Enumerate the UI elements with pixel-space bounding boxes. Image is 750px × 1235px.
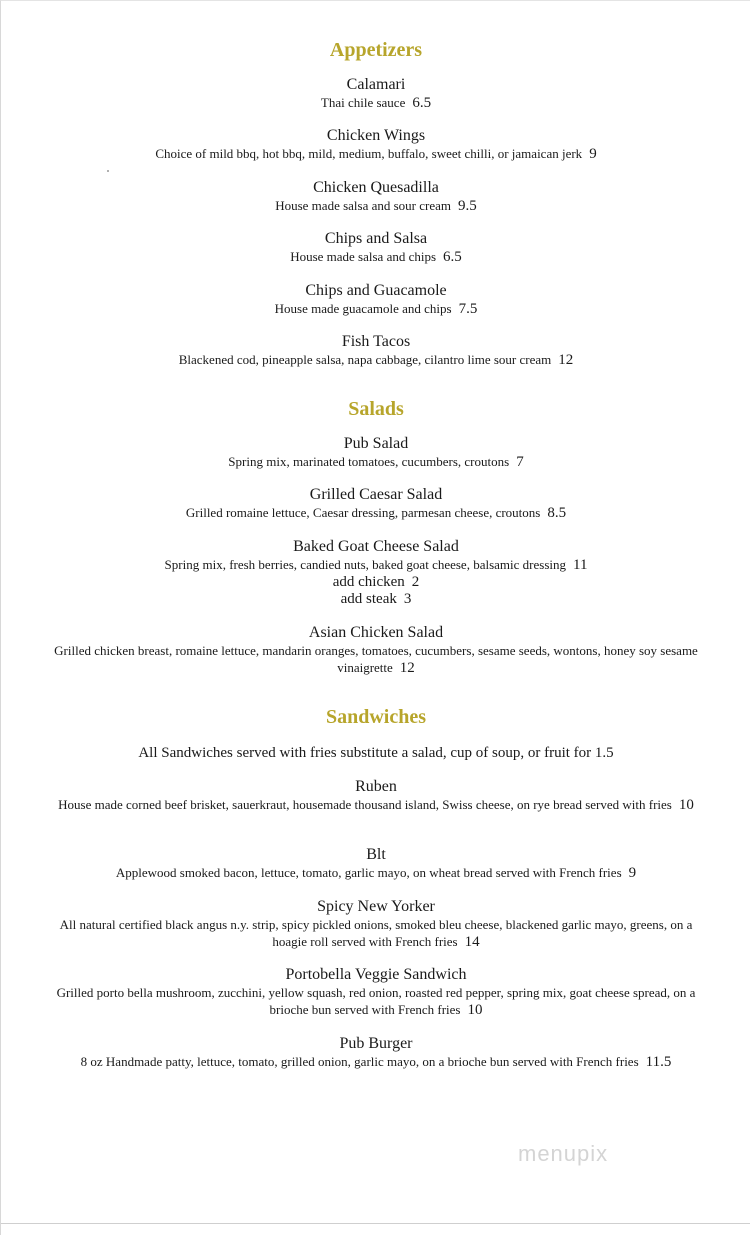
menu-item-chips-and-salsa [1, 230, 750, 266]
item-price: 12 [399, 660, 415, 676]
extra-label: add chicken [332, 574, 405, 590]
item-description [1, 504, 750, 522]
menu-item-chicken-wings [1, 127, 750, 163]
menu-item-ruben [1, 778, 750, 814]
item-name: Chips and Salsa [324, 230, 428, 247]
item-price: 6.5 [443, 249, 462, 265]
menu-item-calamari [1, 76, 750, 112]
item-description [1, 984, 750, 1019]
menu-item-baked-goat-cheese-salad [1, 538, 750, 608]
menu-item-pub-salad [1, 435, 750, 471]
item-name: Fish Tacos [341, 333, 411, 350]
item-price: 7 [516, 454, 524, 470]
item-description [1, 145, 750, 163]
item-price: 11 [573, 557, 588, 573]
item-price: 10 [678, 797, 694, 813]
item-name: Baked Goat Cheese Salad [293, 538, 459, 555]
item-price: 12 [558, 352, 574, 368]
item-price: 14 [464, 934, 480, 950]
item-desc-text: Spring mix, fresh berries, candied nuts, baked goat cheese, balsamic dressing [164, 557, 566, 572]
item-name: Spicy New Yorker [317, 898, 435, 915]
item-name: Ruben [355, 778, 397, 795]
item-desc-text: House made salsa and chips [290, 249, 437, 264]
add-steak-option [1, 591, 750, 608]
sandwiches-heading: Sandwiches [325, 706, 427, 728]
item-desc-text: Grilled romaine lettuce, Caesar dressing, parmesan cheese, croutons [185, 505, 541, 520]
item-desc-text: House made salsa and sour cream [275, 198, 452, 213]
extra-price: 3 [403, 591, 412, 607]
item-price: 11.5 [645, 1054, 672, 1070]
item-name: Asian Chicken Salad [308, 624, 444, 641]
scan-speck [107, 170, 109, 172]
menu-item-blt [1, 846, 750, 882]
item-desc-text: House made corned beef brisket, sauerkraut, housemade thousand island, Swiss cheese, on rye bread served with fries [58, 797, 672, 812]
item-description [1, 248, 750, 266]
item-name: Pub Salad [343, 435, 409, 452]
item-price: 9.5 [458, 198, 477, 214]
item-price: 8.5 [547, 505, 567, 521]
extra-price: 2 [411, 574, 420, 590]
item-name: Blt [366, 846, 386, 863]
menu-item-portobella-veggie-sandwich [1, 966, 750, 1019]
item-name: Chips and Guacamole [305, 282, 447, 299]
item-description [1, 300, 750, 318]
item-desc-text: Grilled porto bella mushroom, zucchini, yellow squash, red onion, roasted red pepper, spring mix, goat cheese spread, on a brioche bun served with French fries [56, 985, 696, 1017]
item-name: Chicken Quesadilla [313, 179, 439, 196]
item-description [1, 453, 750, 471]
item-description [1, 556, 750, 574]
item-description [1, 351, 750, 369]
menu-item-fish-tacos [1, 333, 750, 369]
item-description [1, 197, 750, 215]
item-desc-text: Choice of mild bbq, hot bbq, mild, medium, buffalo, sweet chilli, or jamaican jerk [155, 146, 583, 161]
item-description [1, 864, 750, 882]
item-price: 9 [589, 146, 597, 162]
item-description [1, 1053, 750, 1071]
item-name: Pub Burger [339, 1035, 413, 1052]
item-desc-text: Grilled chicken breast, romaine lettuce, mandarin oranges, tomatoes, cucumbers, sesame seeds, wontons, honey soy sesame vinaigrette [54, 643, 698, 675]
salads-heading: Salads [348, 398, 404, 420]
item-name: Calamari [346, 76, 406, 93]
item-desc-text: House made guacamole and chips [274, 301, 452, 316]
item-name: Portobella Veggie Sandwich [285, 966, 467, 983]
item-desc-text: Spring mix, marinated tomatoes, cucumbers, croutons [228, 454, 510, 469]
item-description [1, 642, 750, 677]
menu-item-asian-chicken-salad [1, 624, 750, 677]
item-price: 7.5 [458, 301, 478, 317]
item-desc-text: 8 oz Handmade patty, lettuce, tomato, grilled onion, garlic mayo, on a brioche bun served with French fries [80, 1054, 639, 1069]
item-name: Grilled Caesar Salad [309, 486, 443, 503]
menu-item-chicken-quesadilla [1, 179, 750, 215]
sandwiches-note: All Sandwiches served with fries substitute a salad, cup of soup, or fruit for 1.5 [138, 745, 614, 761]
add-chicken-option [1, 574, 750, 591]
item-desc-text: Applewood smoked bacon, lettuce, tomato, garlic mayo, on wheat bread served with French fries [115, 865, 622, 880]
appetizers-heading: Appetizers [329, 39, 423, 61]
extra-label: add steak [340, 591, 397, 607]
menu-item-pub-burger [1, 1035, 750, 1071]
item-price: 10 [467, 1002, 483, 1018]
menu-item-grilled-caesar-salad [1, 486, 750, 522]
item-price: 6.5 [412, 95, 432, 111]
menu-item-chips-and-guacamole [1, 282, 750, 318]
item-desc-text: Thai chile sauce [320, 95, 406, 110]
menu-item-spicy-new-yorker [1, 898, 750, 951]
page-bottom-edge [1, 1223, 750, 1224]
item-desc-text: Blackened cod, pineapple salsa, napa cabbage, cilantro lime sour cream [178, 352, 552, 367]
item-description [1, 916, 750, 951]
item-description [1, 796, 750, 814]
item-name: Chicken Wings [326, 127, 426, 144]
item-description [1, 94, 750, 112]
item-desc-text: All natural certified black angus n.y. strip, spicy pickled onions, smoked bleu cheese, blackened garlic mayo, greens, on a hoagie roll served with French fries [59, 917, 693, 949]
item-price: 9 [628, 865, 637, 881]
menupix-watermark: menupix [518, 1141, 609, 1166]
